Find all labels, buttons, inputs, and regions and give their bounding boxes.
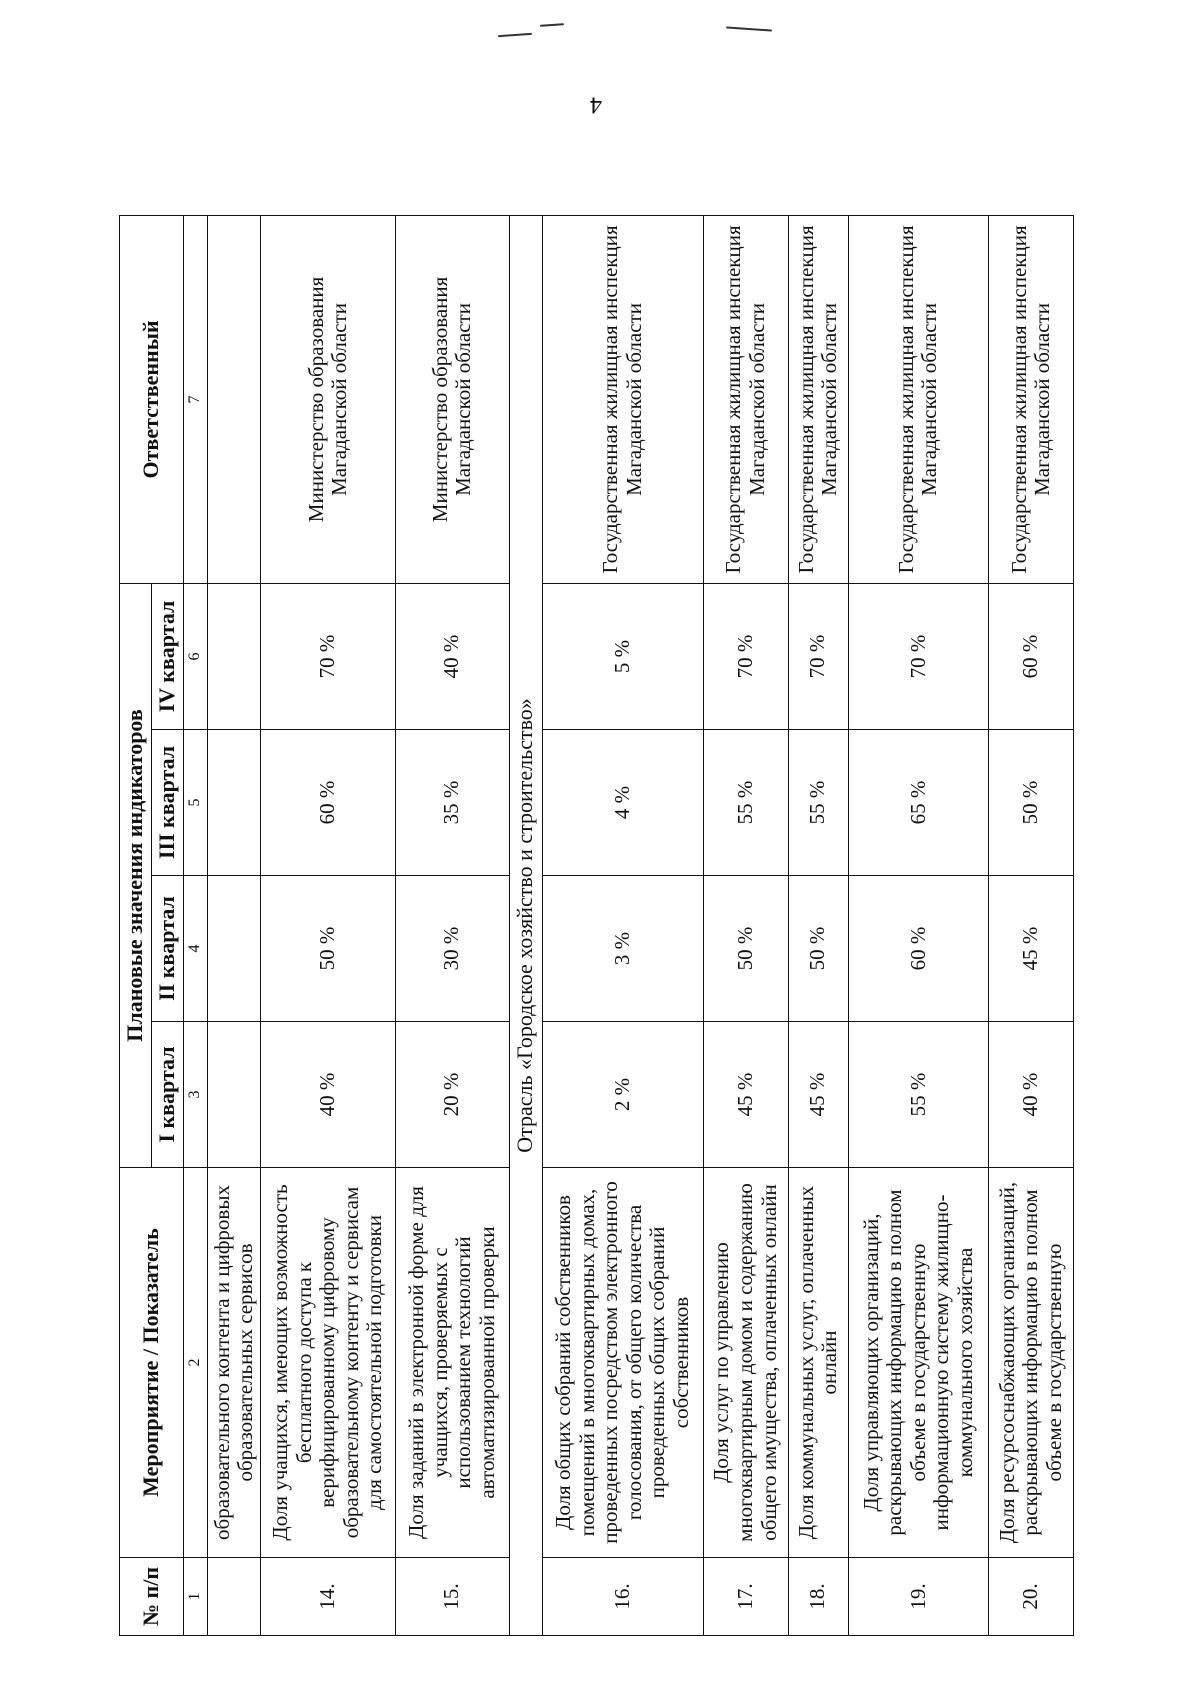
rotated-page [119,91,1074,1636]
row-q2: 45 % [989,876,1074,1022]
row-responsible [207,215,261,583]
row-num: 16. [542,1558,703,1636]
row-q2: 50 % [788,876,848,1022]
row-responsible: Государственная жилищная инспекция Магаданской области [989,215,1074,583]
table-row [848,215,989,1635]
row-indicator: Доля услуг по управлению многоквартирным домом и содержанию общего имущества, оплаченных онлайн [703,1168,788,1558]
row-q1: 20 % [395,1022,509,1168]
header-row-1 [120,215,152,1635]
row-indicator: образовательного контента и цифровых образовательных сервисов [207,1168,261,1558]
row-q3 [207,730,261,876]
row-q1: 45 % [788,1022,848,1168]
column-number: 7 [184,215,208,583]
row-indicator: Доля заданий в электронной форме для учащихся, проверяемых с использованием технологий автоматизированной проверки [395,1168,509,1558]
header-responsible: Ответственный [120,215,184,583]
header-indicator: Мероприятие / Показатель [120,1168,184,1558]
header-q4: IV квартал [152,583,184,729]
column-number: 4 [184,876,208,1022]
row-q1: 2 % [542,1022,703,1168]
table-row [395,215,509,1635]
page-number: 4 [590,91,603,118]
table-row [989,215,1074,1635]
row-q3: 55 % [788,730,848,876]
row-indicator: Доля управляющих организаций, раскрывающих информацию в полном объеме в государственную информационную систему жилищно-коммунального хозяйства [848,1168,989,1558]
column-number: 2 [184,1168,208,1558]
scan-mark [726,26,772,31]
row-num: 17. [703,1558,788,1636]
row-num: 18. [788,1558,848,1636]
row-indicator: Доля ресурсоснабжающих организаций, раскрывающих информацию в полном объеме в государственную [989,1168,1074,1558]
row-q4: 70 % [261,583,395,729]
row-num: 15. [395,1558,509,1636]
row-q3: 60 % [261,730,395,876]
header-planned: Плановые значения индикаторов [120,583,152,1167]
row-num: 20. [989,1558,1074,1636]
row-q1 [207,1022,261,1168]
header-q1: I квартал [152,1022,184,1168]
continuation-row [207,215,261,1635]
column-number: 3 [184,1022,208,1168]
header-num: № п/п [120,1558,184,1636]
row-responsible: Государственная жилищная инспекция Магаданской области [848,215,989,583]
row-responsible: Государственная жилищная инспекция Магаданской области [542,215,703,583]
column-number: 5 [184,730,208,876]
row-q1: 40 % [989,1022,1074,1168]
table-row [261,215,395,1635]
indicators-table [119,215,1074,1636]
row-q4: 70 % [848,583,989,729]
table-row [788,215,848,1635]
row-responsible: Государственная жилищная инспекция Магаданской области [703,215,788,583]
row-q2: 50 % [703,876,788,1022]
row-q4: 40 % [395,583,509,729]
row-q4 [207,583,261,729]
table-row [542,215,703,1635]
sector-row [509,215,542,1635]
column-numbers-row [184,215,208,1635]
row-q3: 55 % [703,730,788,876]
row-q4: 70 % [788,583,848,729]
row-q3: 50 % [989,730,1074,876]
row-q3: 65 % [848,730,989,876]
row-q2: 50 % [261,876,395,1022]
column-number: 6 [184,583,208,729]
row-q1: 40 % [261,1022,395,1168]
header-q2: II квартал [152,876,184,1022]
row-q3: 4 % [542,730,703,876]
row-num: 14. [261,1558,395,1636]
row-indicator: Доля коммунальных услуг, оплаченных онлайн [788,1168,848,1558]
row-responsible: Министерство образования Магаданской области [261,215,395,583]
row-q4: 60 % [989,583,1074,729]
row-q1: 45 % [703,1022,788,1168]
row-q2 [207,876,261,1022]
row-num [207,1558,261,1636]
row-q4: 70 % [703,583,788,729]
header-q3: III квартал [152,730,184,876]
table-row [703,215,788,1635]
row-q2: 3 % [542,876,703,1022]
row-q2: 30 % [395,876,509,1022]
row-q2: 60 % [848,876,989,1022]
row-indicator: Доля учащихся, имеющих возможность бесплатного доступа к верифицированному цифровому образовательному контенту и сервисам для самостоятельной подготовки [261,1168,395,1558]
row-indicator: Доля общих собраний собственников помещений в многоквартирных домах, проведенных посредством электронного голосования, от общего количества проведенных общих собраний собственников [542,1168,703,1558]
row-q1: 55 % [848,1022,989,1168]
column-number: 1 [184,1558,208,1636]
scan-mark [540,23,564,27]
row-responsible: Государственная жилищная инспекция Магаданской области [788,215,848,583]
scan-mark [498,33,532,37]
row-q3: 35 % [395,730,509,876]
sector-title: Отрасль «Городское хозяйство и строительство» [509,215,542,1635]
row-num: 19. [848,1558,989,1636]
row-q4: 5 % [542,583,703,729]
row-responsible: Министерство образования Магаданской области [395,215,509,583]
